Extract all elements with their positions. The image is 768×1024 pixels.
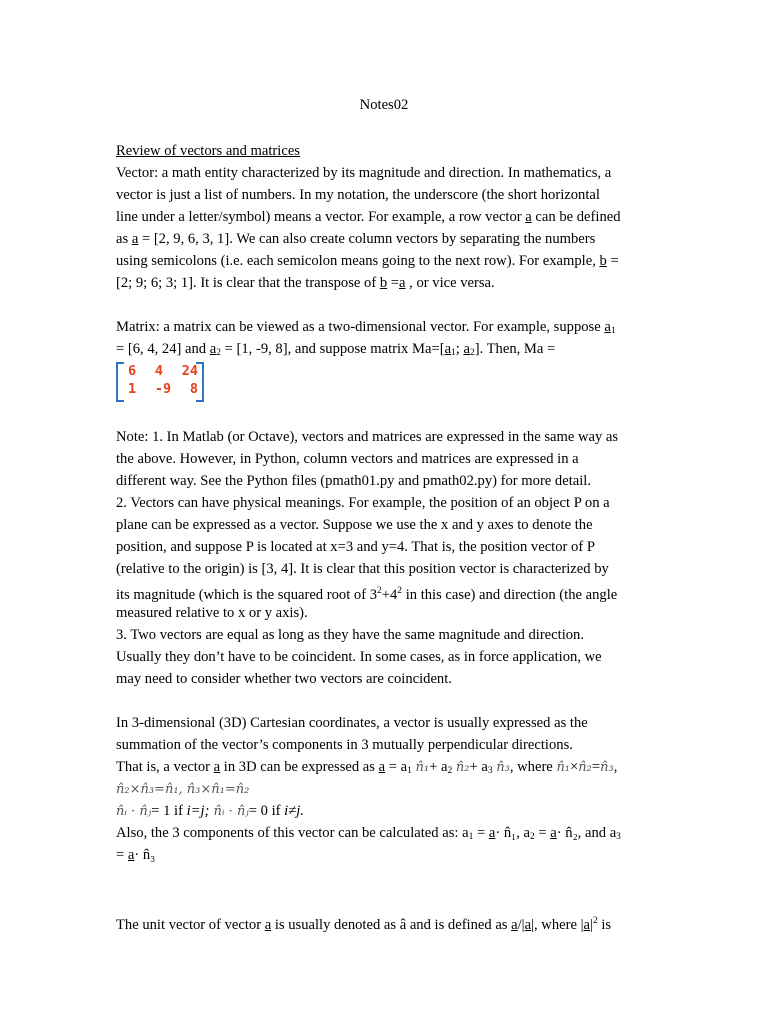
text: , [613,759,618,775]
matrix-line-1 [116,316,636,338]
text: = [387,275,400,291]
dot-product: n̂ᵢ · n̂ⱼ [116,804,152,819]
dot-product: n̂ᵢ · n̂ⱼ [209,804,249,819]
unit-vector-n1: n̂₁ [556,760,571,775]
note-line-7: (relative to the origin) is [3, 4]. It is clear that this position vector is characterized by [116,561,609,577]
paragraph-gap [116,866,636,888]
vector-symbol: a [399,275,406,291]
subscript: 1 [468,832,474,842]
note-line-1: Note: 1. In Matlab (or Octave), vectors and matrices are expressed in the same way as [116,429,619,445]
subscript: 1 [610,326,616,336]
section-heading: Review of vectors and matrices [116,143,300,159]
vector-line-6 [116,272,636,294]
text: , where [509,759,557,775]
text: +4 [381,587,398,603]
left-bracket [116,362,124,402]
unit-line-1 [116,910,636,932]
paragraph-gap [116,888,636,910]
note-line-12: may need to consider whether two vectors are coincident. [116,671,452,687]
matrix-cell: 4 [154,363,163,379]
paragraph-gap [116,404,636,426]
note-line-4: 2. Vectors can have physical meanings. For example, the position of an object P on a [116,495,610,511]
right-bracket [196,362,204,402]
paragraph-gap [116,294,636,316]
page-title: Notes02 [359,97,409,113]
vector-line-5 [116,250,636,272]
matrix-cell: 6 [128,363,137,379]
text: using semicolons (i.e. each semicolon means going to the next row). For example, [116,253,600,269]
text: = [6, 4, 24] and [116,341,210,357]
vector-symbol: a [583,917,591,933]
text: = [591,759,601,775]
matrix-row-1 [128,362,198,380]
text: + a [469,759,488,775]
threed-line-3 [116,756,636,778]
vector-symbol: a [444,341,452,357]
unit-vector-n2: n̂₂ [455,760,470,775]
vector-symbol: a [604,319,611,335]
vector-symbol: a [511,917,518,933]
vector-symbol: a [488,825,496,841]
text: = [1, -9, 8], and suppose matrix Ma=[ [220,341,445,357]
text: = a [385,759,408,775]
vector-symbol: a [264,917,272,933]
vector-symbol: b [599,253,607,269]
vector-symbol: a [550,825,557,841]
threed-line-6 [116,822,636,844]
note-line-9: measured relative to x or y axis). [116,605,308,621]
vector-symbol: a [127,847,135,863]
subscript: 3 [487,766,493,776]
text: in this case) and direction (the angle [402,587,618,603]
text: line under a letter/symbol) means a vector. For example, a row vector [116,209,526,225]
vector-symbol: a [209,341,217,357]
matrix-cell: 8 [189,381,198,397]
cross-product-identities: n̂₂×n̂₃=n̂₁, n̂₃×n̂₁=n̂₂ [116,782,250,797]
threed-line-5 [116,800,636,822]
text: ]. Then, Ma = [474,341,556,357]
vector-line-2: vector is just a list of numbers. In my notation, the underscore (the short horizontal [116,187,600,203]
vector-line-4 [116,228,636,250]
text: in 3D can be expressed as [220,759,379,775]
superscript: 2 [377,586,382,596]
subscript: 2 [469,348,475,358]
text: /| [517,917,525,933]
text: i=j; [186,803,210,819]
text: The unit vector of vector [116,917,265,933]
unit-vector-n3: n̂₃ [496,760,510,775]
text: [2; 9; 6; 3; 1]. It is clear that the transpose of [116,275,380,291]
subscript: 1 [451,348,456,358]
threed-line-7 [116,844,636,866]
matrix-line-2 [116,338,636,360]
superscript: 2 [397,586,403,596]
note-line-11: Usually they don’t have to be coincident. In some cases, as in force application, we [116,649,602,665]
text: = [534,825,551,841]
threed-line-4 [116,778,636,800]
note-line-6: position, and suppose P is located at x=3 and y=4. That is, the position vector of P [116,539,595,555]
text: i≠j. [284,803,304,819]
note-line-10: 3. Two vectors are equal as long as they have the same magnitude and direction. [116,627,584,643]
text: · n̂₂, and a [556,825,617,841]
text: ; [455,341,464,357]
paragraph-gap [116,690,636,712]
matrix-row-2 [128,380,198,398]
vector-line-3 [116,206,636,228]
text: is usually denoted as â and is defined as [271,917,512,933]
text: , or vice versa. [405,275,495,291]
vector-symbol: a [463,341,470,357]
note-line-5: plane can be expressed as a vector. Suppose we use the x and y axes to denote the [116,517,593,533]
text: = [116,847,128,863]
vector-symbol: a [524,917,532,933]
text: · n̂₃ [134,847,156,863]
note-line-3: different way. See the Python files (pmath01.py and pmath02.py) for more detail. [116,473,591,489]
text: its magnitude (which is the squared root of 3 [116,587,378,603]
subscript: 1 [407,766,412,776]
matrix-cell: 1 [128,381,137,397]
unit-vector-n2: n̂₂ [578,760,592,775]
text: can be defined [531,209,621,225]
text: = 1 if [151,803,187,819]
matrix-cell: 24 [181,363,198,379]
text: × [570,759,579,775]
text: = 0 if [248,803,285,819]
matrix-block [116,360,636,404]
text: |, where | [531,917,584,933]
subscript: 2 [216,348,221,358]
text: as [116,231,132,247]
text: is [597,917,612,933]
matrix-image [116,362,204,400]
subscript: 3 [616,832,621,842]
text: = [473,825,489,841]
text: + a [429,759,448,775]
subscript: 2 [447,766,453,776]
text: Also, the 3 components of this vector can be calculated as: a [116,825,469,841]
unit-vector-n1: n̂₁ [415,760,430,775]
note-line-8 [116,580,636,602]
vector-symbol: a [131,231,139,247]
subscript: 2 [530,832,535,842]
threed-line-2: summation of the vector’s components in 3 mutually perpendicular directions. [116,737,573,753]
document-body [116,140,636,932]
vector-symbol: a [378,759,386,775]
vector-line-1: Vector: a math entity characterized by its magnitude and direction. In mathematics, a [116,165,612,181]
threed-line-1: In 3-dimensional (3D) Cartesian coordinates, a vector is usually expressed as the [116,715,588,731]
text: = [606,253,619,269]
vector-symbol: a [213,759,221,775]
vector-symbol: b [379,275,388,291]
text: Matrix: a matrix can be viewed as a two-dimensional vector. For example, suppose [116,319,605,335]
note-line-2: the above. However, in Python, column vectors and matrices are expressed in a [116,451,579,467]
text: = [2, 9, 6, 3, 1]. We can also create column vectors by separating the numbers [138,231,596,247]
text: That is, a vector [116,759,214,775]
vector-symbol: a [525,209,532,225]
text: | [590,917,593,933]
matrix-cell: -9 [154,381,172,397]
unit-vector-n3: n̂₃ [600,760,614,775]
superscript: 2 [592,916,598,926]
text: · n̂₁, a [495,825,531,841]
